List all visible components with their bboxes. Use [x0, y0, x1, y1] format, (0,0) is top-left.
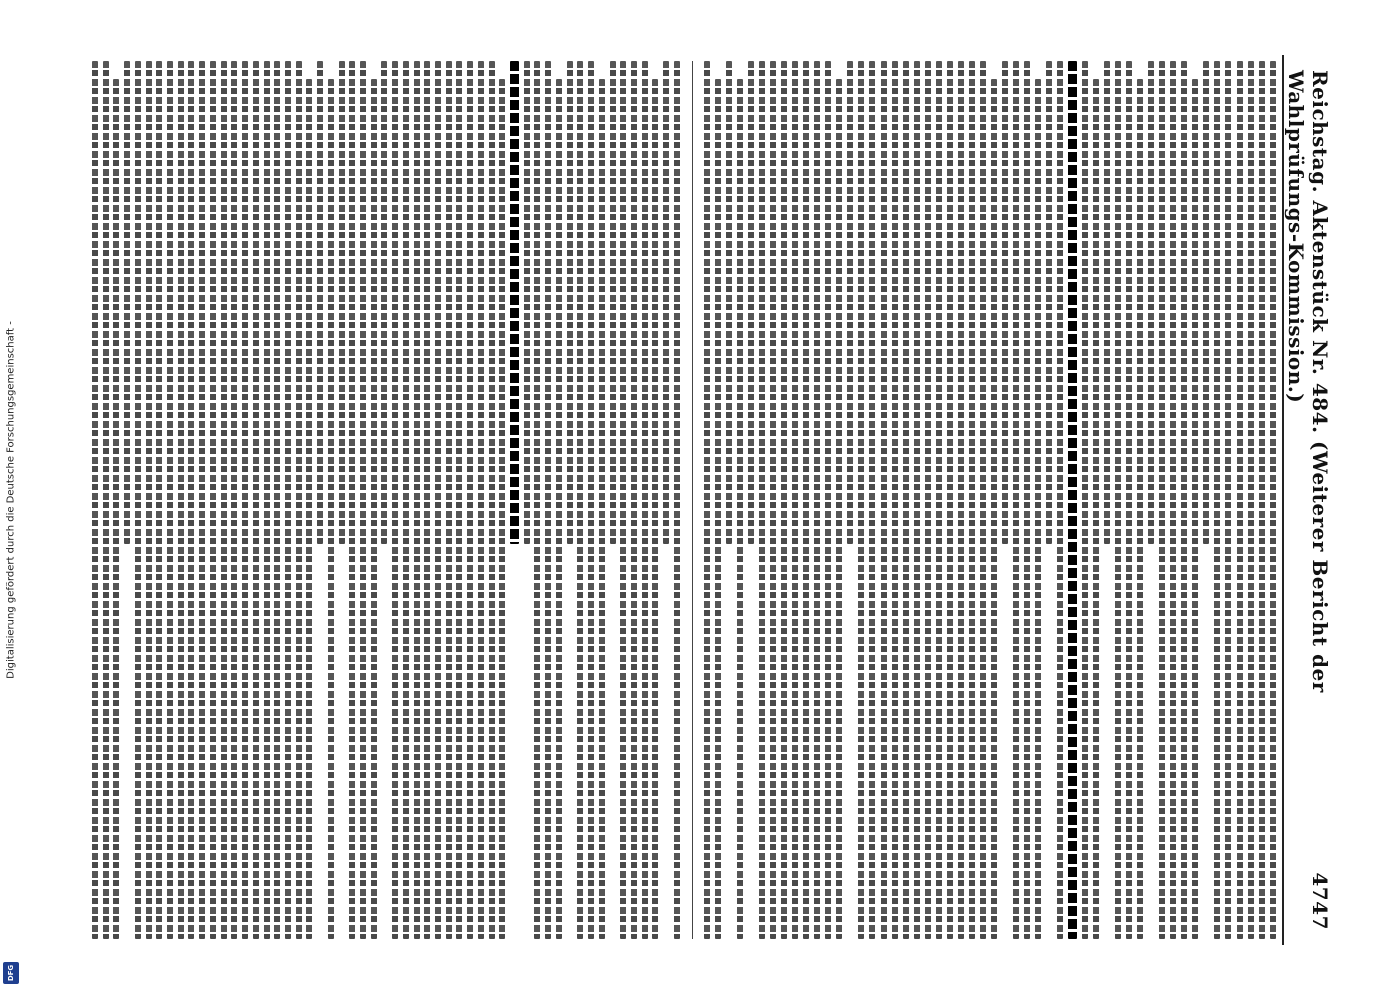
text-line	[980, 61, 986, 939]
text-line	[124, 61, 130, 544]
header-title: Reichstag. Aktenstück Nr. 484. (Weiterer Bericht der Wahlprüfungs-Kommission.)	[1284, 70, 1332, 693]
text-line	[847, 61, 853, 544]
text-line	[1248, 61, 1254, 939]
text-line	[958, 61, 964, 939]
text-line	[1104, 61, 1110, 544]
text-line	[1082, 61, 1088, 939]
text-line	[381, 61, 387, 544]
text-line	[1181, 61, 1187, 939]
text-line	[210, 61, 216, 939]
text-line	[199, 61, 205, 939]
text-line	[770, 61, 776, 939]
text-line	[836, 79, 842, 939]
text-line	[869, 61, 875, 939]
text-line	[652, 79, 658, 939]
text-line	[781, 61, 787, 939]
text-line	[306, 79, 312, 939]
text-line	[135, 61, 141, 939]
dfg-logo-icon: DFG	[3, 962, 19, 984]
text-line	[936, 61, 942, 939]
text-line	[1203, 61, 1209, 544]
text-line	[242, 61, 248, 939]
text-line	[188, 61, 194, 939]
text-line	[253, 61, 259, 939]
text-line	[156, 61, 162, 939]
digitization-credit	[0, 0, 22, 1000]
text-line	[726, 61, 732, 544]
text-line	[1057, 61, 1063, 939]
text-column-left	[88, 55, 684, 945]
text-line	[424, 61, 430, 939]
text-line	[556, 79, 562, 939]
text-line	[1137, 79, 1143, 939]
text-lines-left	[92, 61, 680, 939]
text-line	[715, 79, 721, 939]
text-line	[1259, 61, 1265, 939]
text-line	[146, 61, 152, 939]
text-line	[231, 61, 237, 939]
text-line	[414, 61, 420, 939]
section-heading-line	[1068, 61, 1077, 939]
text-line	[991, 79, 997, 939]
text-line	[103, 61, 109, 939]
text-line	[274, 61, 280, 939]
text-line	[892, 61, 898, 939]
text-line	[296, 61, 302, 939]
section-heading-line	[510, 61, 519, 544]
text-line	[360, 61, 366, 939]
text-line	[1046, 61, 1052, 544]
text-line	[642, 61, 648, 939]
text-line	[1002, 61, 1008, 544]
text-lines-right	[704, 61, 1276, 939]
text-line	[371, 79, 377, 939]
text-column-right	[700, 55, 1280, 945]
text-line	[1237, 61, 1243, 939]
text-line	[1225, 61, 1231, 939]
text-line	[499, 79, 505, 939]
credit-text: Digitalisierung gefördert durch die Deutsche Forschungsgemeinschaft -	[5, 321, 17, 679]
text-line	[631, 61, 637, 939]
text-line	[264, 61, 270, 939]
text-line	[803, 61, 809, 939]
text-line	[524, 61, 530, 544]
text-line	[947, 61, 953, 939]
text-line	[814, 61, 820, 939]
text-line	[1115, 61, 1121, 939]
text-line	[567, 61, 573, 544]
text-line	[737, 79, 743, 939]
text-line	[446, 61, 452, 939]
page-number: 4747	[1308, 872, 1332, 930]
text-line	[92, 61, 98, 939]
text-line	[221, 61, 227, 939]
text-line	[1270, 61, 1276, 939]
text-line	[467, 61, 473, 939]
column-divider	[692, 61, 693, 939]
text-line	[1170, 61, 1176, 939]
text-line	[620, 61, 626, 939]
text-line	[792, 61, 798, 939]
text-line	[285, 61, 291, 939]
text-line	[577, 61, 583, 939]
text-line	[1035, 79, 1041, 939]
text-line	[903, 61, 909, 939]
running-header	[1284, 55, 1332, 945]
text-line	[435, 61, 441, 939]
header-rule	[1282, 55, 1284, 945]
text-line	[1214, 61, 1220, 939]
text-line	[704, 61, 710, 939]
text-line	[825, 61, 831, 939]
text-line	[663, 61, 669, 544]
text-line	[534, 61, 540, 939]
text-line	[478, 61, 484, 939]
text-line	[674, 61, 680, 939]
text-line	[1159, 61, 1165, 939]
text-line	[858, 61, 864, 939]
text-line	[328, 79, 334, 939]
text-line	[456, 61, 462, 939]
document-page	[88, 55, 1332, 945]
text-line	[1093, 79, 1099, 939]
text-line	[914, 61, 920, 939]
text-line	[1126, 61, 1132, 939]
text-line	[113, 79, 119, 939]
text-line	[167, 61, 173, 939]
text-line	[610, 61, 616, 544]
text-line	[599, 79, 605, 939]
text-line	[925, 61, 931, 939]
text-line	[759, 61, 765, 939]
text-line	[1148, 61, 1154, 544]
text-line	[748, 61, 754, 544]
text-line	[1013, 61, 1019, 939]
text-line	[489, 61, 495, 939]
text-line	[969, 61, 975, 939]
text-line	[1024, 61, 1030, 939]
text-line	[403, 61, 409, 939]
text-line	[392, 61, 398, 939]
text-line	[1192, 79, 1198, 939]
text-line	[588, 61, 594, 939]
text-line	[339, 61, 345, 544]
text-line	[545, 61, 551, 939]
text-line	[317, 61, 323, 544]
text-line	[349, 61, 355, 939]
text-line	[178, 61, 184, 939]
text-line	[881, 61, 887, 939]
